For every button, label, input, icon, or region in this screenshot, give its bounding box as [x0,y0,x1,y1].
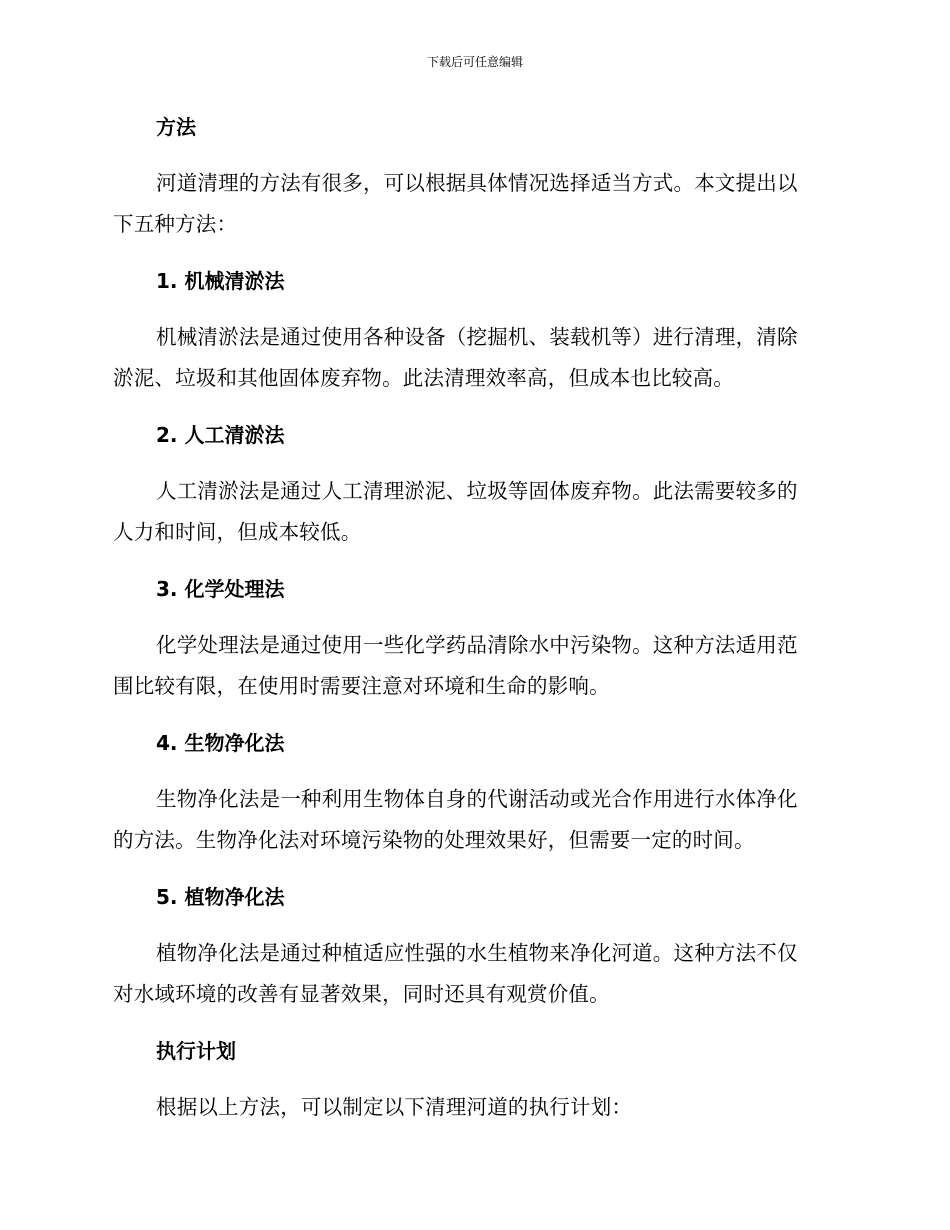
text-line: 植物净化法是通过种植适应性强的水生植物来净化河道。这种方法不仅 [156,941,798,965]
method-paragraph-4 [113,779,830,861]
section-heading-plan: 执行计划 [156,1039,236,1063]
method-heading-1: 1. 机械清淤法 [156,269,285,293]
method-heading-2: 2. 人工清淤法 [156,423,285,447]
text-line: 对水域环境的改善有显著效果，同时还具有观赏价值。 [113,982,610,1006]
text-line: 人工清淤法是通过人工清理淤泥、垃圾等固体废弃物。此法需要较多的 [156,479,798,503]
document-body [113,111,830,1148]
section-heading-methods: 方法 [156,115,196,139]
paragraph-intro [113,163,830,245]
page-header: 下载后可任意编辑 [426,55,523,69]
text-line: 生物净化法是一种利用生物体自身的代谢活动或光合作用进行水体净化 [156,787,798,811]
text-line: 围比较有限，在使用时需要注意对环境和生命的影响。 [113,674,610,698]
method-paragraph-2 [113,471,830,553]
method-paragraph-1 [113,317,830,399]
text-line: 淤泥、垃圾和其他固体废弃物。此法清理效率高，但成本也比较高。 [113,366,734,390]
method-paragraph-5 [113,933,830,1015]
text-line: 根据以上方法，可以制定以下清理河道的执行计划： [156,1095,633,1119]
text-line: 人力和时间，但成本较低。 [113,520,362,544]
method-heading-5: 5. 植物净化法 [156,885,285,909]
text-line: 的方法。生物净化法对环境污染物的处理效果好，但需要一定的时间。 [113,828,755,852]
text-line: 下五种方法： [113,212,238,236]
method-heading-4: 4. 生物净化法 [156,731,285,755]
text-line: 化学处理法是通过使用一些化学药品清除水中污染物。这种方法适用范 [156,633,798,657]
paragraph-plan-intro [113,1087,830,1128]
text-line: 机械清淤法是通过使用各种设备（挖掘机、装载机等）进行清理，清除 [156,325,798,349]
method-paragraph-3 [113,625,830,707]
text-line: 河道清理的方法有很多，可以根据具体情况选择适当方式。本文提出以 [156,171,798,195]
method-heading-3: 3. 化学处理法 [156,577,285,601]
